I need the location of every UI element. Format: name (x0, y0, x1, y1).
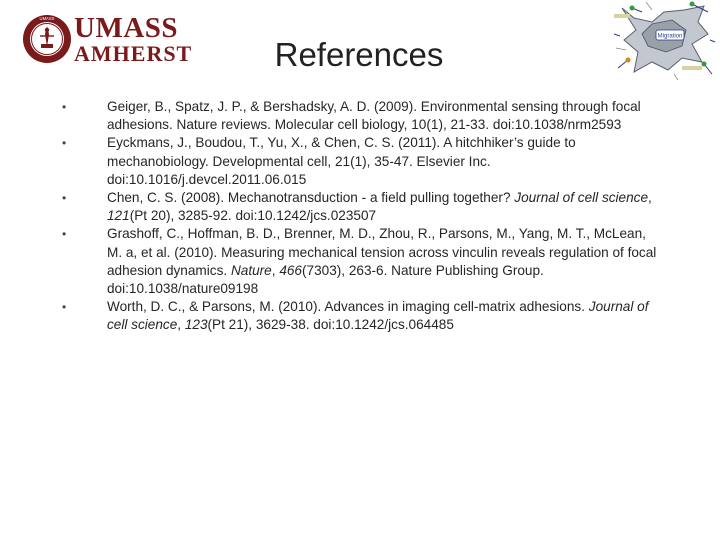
reference-text: 123 (184, 317, 208, 333)
reference-text: Grashoff, C., Hoffman, B. D., Brenner, M. D., Zhou, R., Parsons, M., Yang, M. T., McLean, M. a, et al. (2010). Measuring mechanical tension across vinculin reveals regulation of focal adhesion dynamics. (107, 226, 657, 278)
references-list (62, 98, 662, 335)
logo-word-umass: UMASS (74, 12, 179, 44)
reference-text: , (648, 190, 652, 206)
reference-text: , (271, 262, 280, 278)
reference-text: (Pt 20), 3285-92. doi:10.1242/jcs.023507 (129, 208, 377, 224)
reference-item (62, 225, 662, 298)
reference-text: Journal of cell science (514, 190, 649, 206)
reference-text: 121 (107, 208, 130, 224)
bullet: • (62, 300, 67, 315)
reference-text: (Pt 21), 3629-38. doi:10.1242/jcs.064485 (207, 317, 454, 333)
reference-text: 466 (279, 262, 302, 278)
reference-text: Chen, C. S. (2008). Mechanotransduction - a field pulling together? (107, 190, 515, 206)
reference-item (62, 134, 662, 189)
svg-text:UMASS: UMASS (39, 16, 55, 22)
bullet: • (62, 136, 67, 151)
reference-item (62, 98, 662, 134)
reference-item (62, 298, 662, 334)
diagram-migration-label: Migration (657, 33, 683, 40)
reference-text: Worth, D. C., & Parsons, M. (2010). Advances in imaging cell-matrix adhesions. (107, 299, 589, 315)
logo-word-amherst: AMHERST (74, 41, 193, 66)
reference-item (62, 189, 662, 225)
bullet: • (62, 191, 67, 206)
bullet: • (62, 227, 67, 242)
page-title: References (274, 36, 444, 73)
reference-text: (7303), 263-6. Nature Publishing Group. doi:10.1038/nature09198 (107, 262, 544, 297)
reference-text: Nature (230, 262, 272, 278)
reference-text: , (177, 317, 185, 333)
bullet: • (62, 100, 67, 114)
reference-text: Journal of cell science (107, 299, 649, 333)
reference-text: Geiger, B., Spatz, J. P., & Bershadsky, A. D. (2009). Environmental sensing through focal adhesions. Nature reviews. Molecular cell biology, 10(1), 21-33. doi:10.1038/nrm2593 (107, 99, 641, 133)
reference-text: Eyckmans, J., Boudou, T., Yu, X., & Chen, C. S. (2011). A hitchhiker’s guide to mechanobiology. Developmental cell, 21(1), 35-47. Elsevier Inc. doi:10.1016/j.devcel.2011.06.015 (107, 135, 576, 187)
